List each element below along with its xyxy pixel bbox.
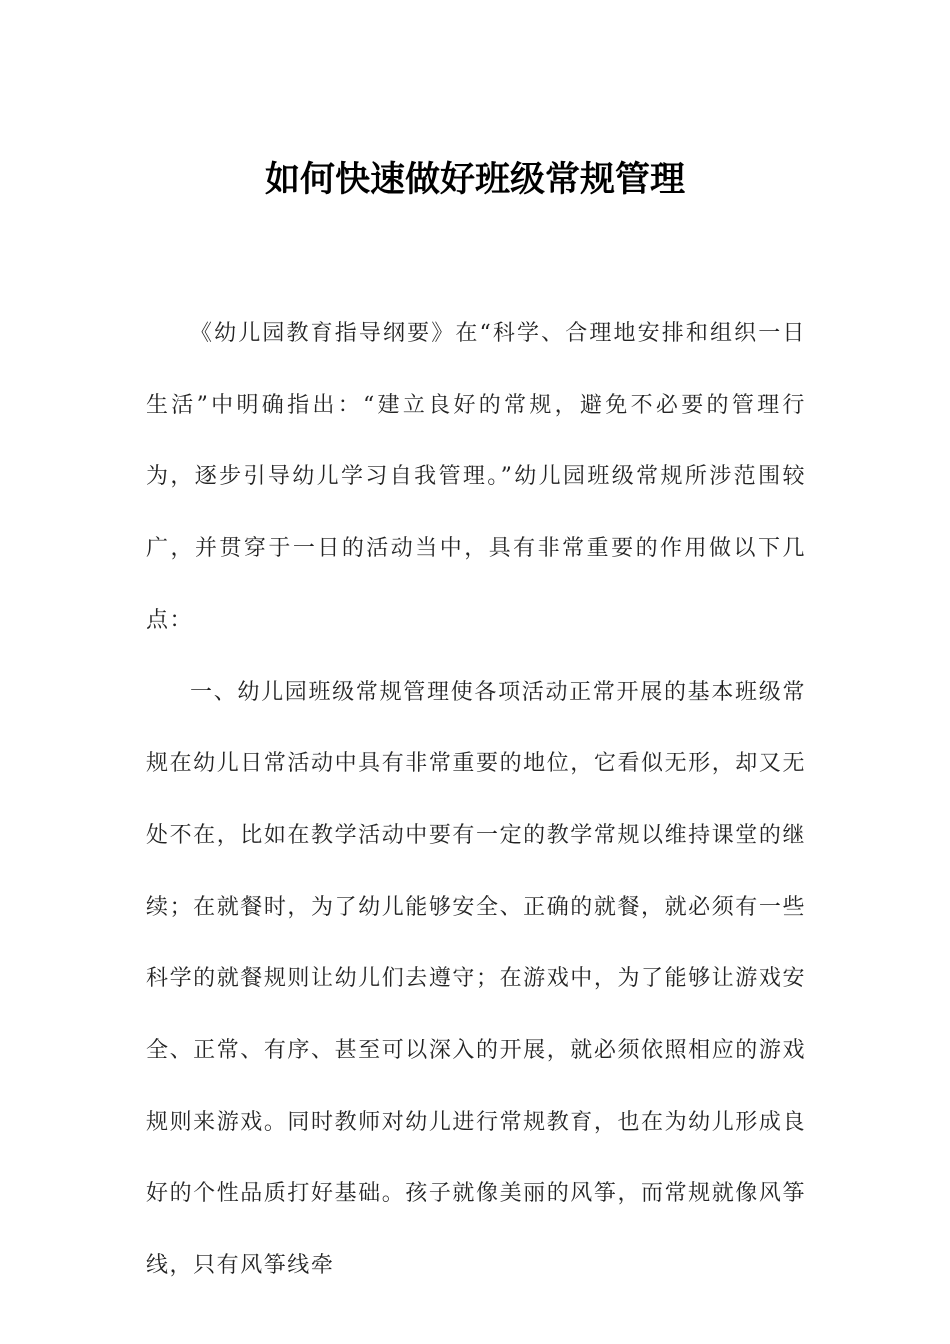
- document-title: 如何快速做好班级常规管理: [264, 160, 685, 200]
- document-body: [146, 298, 806, 1302]
- paragraph-intro: 《幼儿园教育指导纲要》在“科学、合理地安排和组织一日生活”中明确指出：“建立良好的常规，避免不必要的管理行为，逐步引导幼儿学习自我管理。”幼儿园班级常规所涉范围较广，并贯穿于一日的活动当中，具有非常重要的作用做以下几点：: [146, 321, 806, 633]
- paragraph-section-one: 一、幼儿园班级常规管理使各项活动正常开展的基本班级常规在幼儿日常活动中具有非常重要的地位，它看似无形，却又无处不在，比如在教学活动中要有一定的教学常规以维持课堂的继续；在就餐时，为了幼儿能够安全、正确的就餐，就必须有一些科学的就餐规则让幼儿们去遵守；在游戏中，为了能够让游戏安全、正常、有序、甚至可以深入的开展，就必须依照相应的游戏规则来游戏。同时教师对幼儿进行常规教育，也在为幼儿形成良好的个性品质打好基础。孩子就像美丽的风筝，而常规就像风筝线，只有风筝线牵: [146, 679, 806, 1279]
